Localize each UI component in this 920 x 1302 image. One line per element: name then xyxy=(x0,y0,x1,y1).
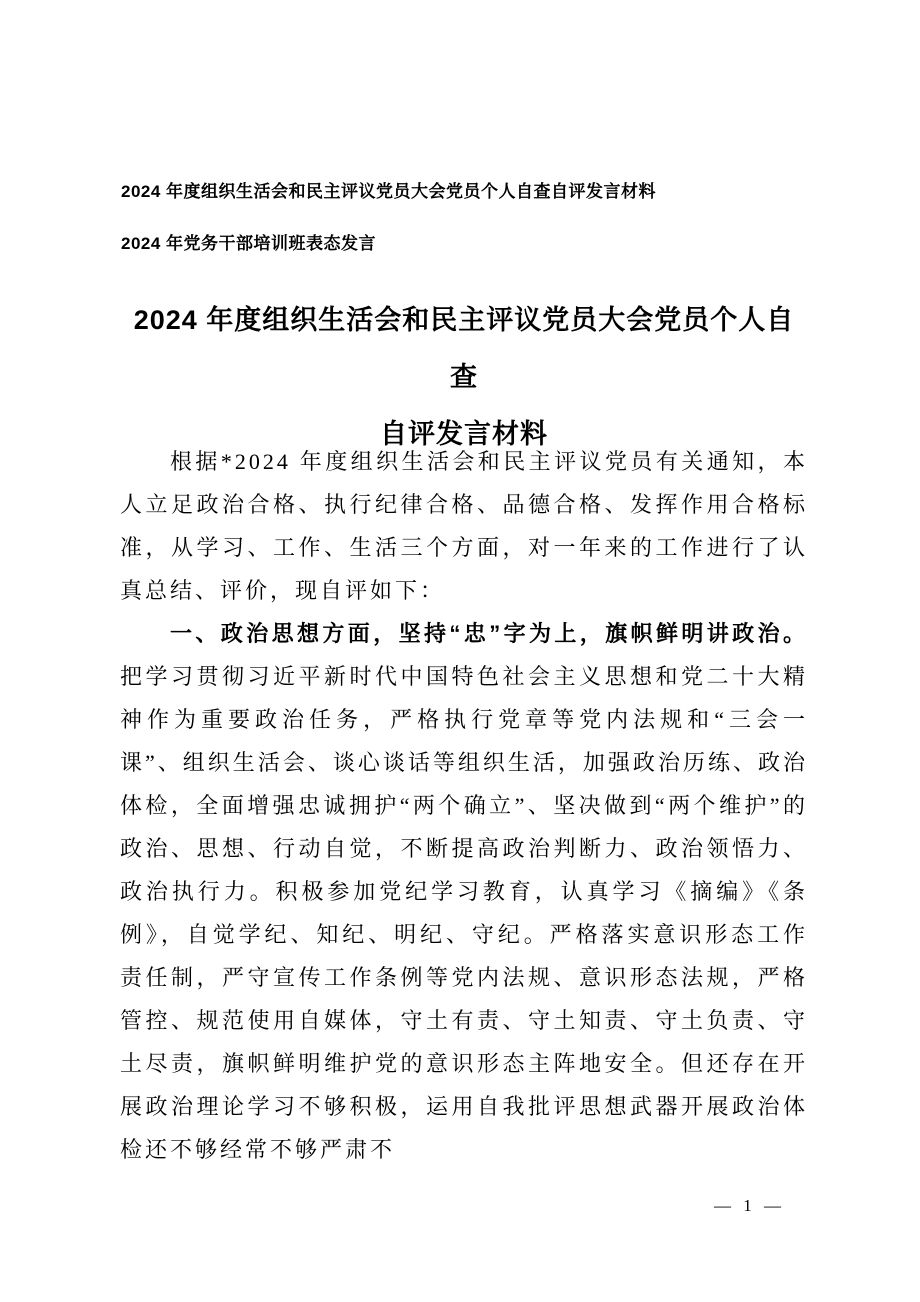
paragraph-intro xyxy=(120,440,808,612)
paragraph-section-1-text: 把学习贯彻习近平新时代中国特色社会主义思想和党二十大精神作为重要政治任务，严格执行党章等党内法规和“三会一课”、组织生活会、谈心谈话等组织生活，加强政治历练、政治体检，全面增强忠诚拥护“两个确立”、坚决做到“两个维护”的政治、思想、行动自觉，不断提高政治判断力、政治领悟力、政治执行力。积极参加党纪学习教育，认真学习《摘编》《条例》，自觉学纪、知纪、明纪、守纪。严格落实意识形态工作责任制，严守宣传工作条例等党内法规、意识形态法规，严格管控、规范使用自媒体，守土有责、守土知责、守土负责、守土尽责，旗帜鲜明维护党的意识形态主阵地安全。但还存在开展政治理论学习不够积极，运用自我批评思想武器开展政治体检还不够经常不够严肃不 xyxy=(120,664,808,1162)
document-body xyxy=(120,440,808,1171)
page-title-line-1: 2024 年度组织生活会和民主评议党员大会党员个人自查 xyxy=(133,305,795,392)
paragraph-intro-text: 根据*2024 年度组织生活会和民主评议党员有关通知，本人立足政治合格、执行纪律合格、品德合格、发挥作用合格标准，从学习、工作、生活三个方面，对一年来的工作进行了认真总结、评价，现自评如下： xyxy=(120,449,808,603)
page-title-line-2: 自评发言材料 xyxy=(380,419,548,449)
page-title xyxy=(120,292,808,463)
kicker-block xyxy=(121,181,811,285)
paragraph-section-1 xyxy=(120,612,808,1171)
kicker-line-1: 2024 年度组织生活会和民主评议党员大会党员个人自查自评发言材料 xyxy=(121,182,657,201)
kicker-line-2: 2024 年党务干部培训班表态发言 xyxy=(121,234,377,253)
page-number: — 1 — xyxy=(714,1196,785,1215)
paragraph-section-1-lead: 一、政治思想方面，坚持“忠”字为上，旗帜鲜明讲政治。 xyxy=(170,621,808,646)
